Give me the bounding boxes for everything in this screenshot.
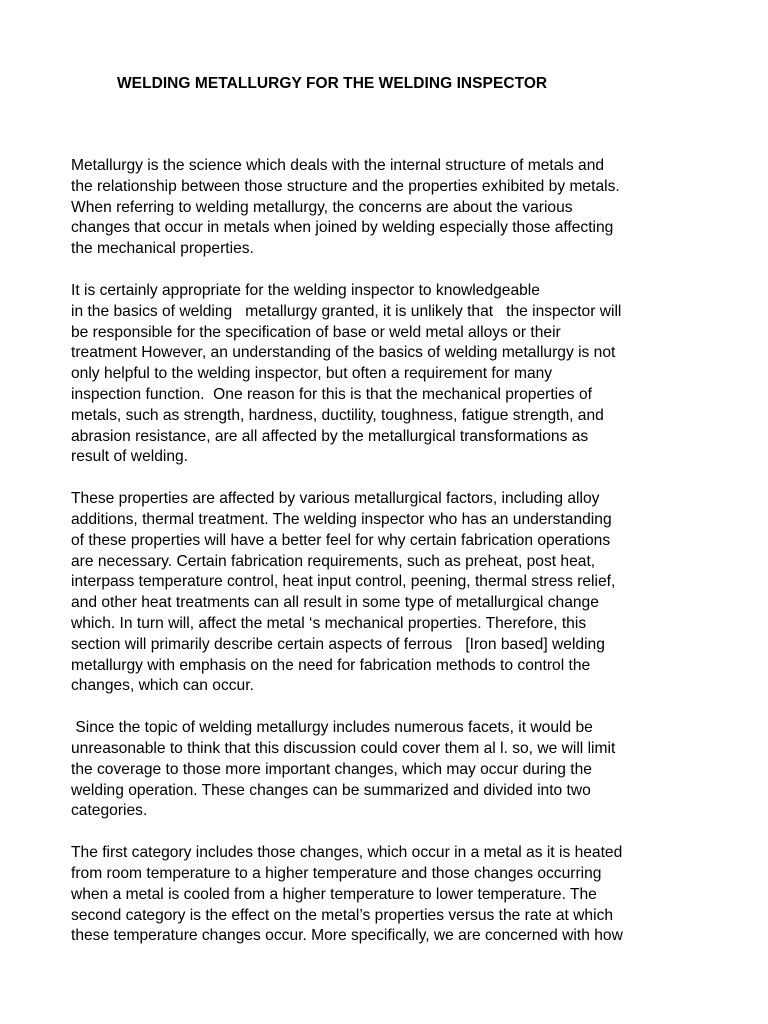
text-line: and other heat treatments can all result in some type of metallurgical change [71,594,599,612]
text-line: second category is the effect on the metal’s properties versus the rate at which [71,906,614,924]
paragraph-categories [71,843,731,947]
text-line: These properties are affected by various metallurgical factors, including alloy [71,490,600,508]
text-line: Metallurgy is the science which deals with the internal structure of metals and [71,157,605,174]
text-line: the relationship between those structure and the properties exhibited by metals. [71,177,620,195]
text-line: only helpful to the welding inspector, but often a requirement for many [71,365,553,383]
text-line: The first category includes those changes, which occur in a metal as it is heated [71,844,623,862]
text-line: the coverage to those more important changes, which may occur during the [71,760,592,778]
text-line: inspection function. One reason for this is that the mechanical properties of [71,385,592,403]
text-line: of these properties will have a better feel for why certain fabrication operations [71,531,611,549]
text-line: It is certainly appropriate for the welding inspector to knowledgeable [71,281,540,299]
text-line: Since the topic of welding metallurgy includes numerous facets, it would be [71,719,593,737]
text-line: welding operation. These changes can be summarized and divided into two [71,781,591,799]
text-line: from room temperature to a higher temperature and those changes occurring [71,864,602,882]
text-line: which. In turn will, affect the metal ‘s mechanical properties. Therefore, this [71,614,587,632]
text-line: When referring to welding metallurgy, the concerns are about the various [71,198,573,216]
text-line: result of welding. [71,448,189,466]
text-line: abrasion resistance, are all affected by the metallurgical transformations as [71,427,589,445]
text-line: additions, thermal treatment. The welding inspector who has an understanding [71,510,612,528]
text-line: categories. [71,802,148,820]
text-line: changes, which can occur. [71,677,254,695]
text-line: metals, such as strength, hardness, ductility, toughness, fatigue strength, and [71,406,604,424]
text-line: section will primarily describe certain aspects of ferrous [Iron based] welding [71,635,605,653]
text-line: when a metal is cooled from a higher temperature to lower temperature. The [71,885,597,903]
text-line: unreasonable to think that this discussion could cover them al l. so, we will limit [71,739,616,757]
document-title: WELDING METALLURGY FOR THE WELDING INSPECTOR [117,75,548,92]
paragraph-topic-scope [71,718,731,822]
text-line: changes that occur in metals when joined by welding especially those affecting [71,219,614,237]
paragraph-intro [71,156,731,260]
text-line: these temperature changes occur. More specifically, we are concerned with how [71,927,623,945]
text-line: treatment However, an understanding of the basics of welding metallurgy is not [71,344,616,362]
text-line: interpass temperature control, heat input control, peening, thermal stress relief, [71,573,616,591]
document-body [71,156,731,968]
text-line: in the basics of welding metallurgy granted, it is unlikely that the inspector will [71,302,622,320]
text-line: the mechanical properties. [71,240,254,258]
paragraph-metallurgical-factors [71,489,731,697]
text-line: metallurgy with emphasis on the need for fabrication methods to control the [71,656,591,674]
text-line: be responsible for the specification of base or weld metal alloys or their [71,323,561,341]
text-line: are necessary. Certain fabrication requirements, such as preheat, post heat, [71,552,596,570]
paragraph-inspector-role [71,281,731,468]
